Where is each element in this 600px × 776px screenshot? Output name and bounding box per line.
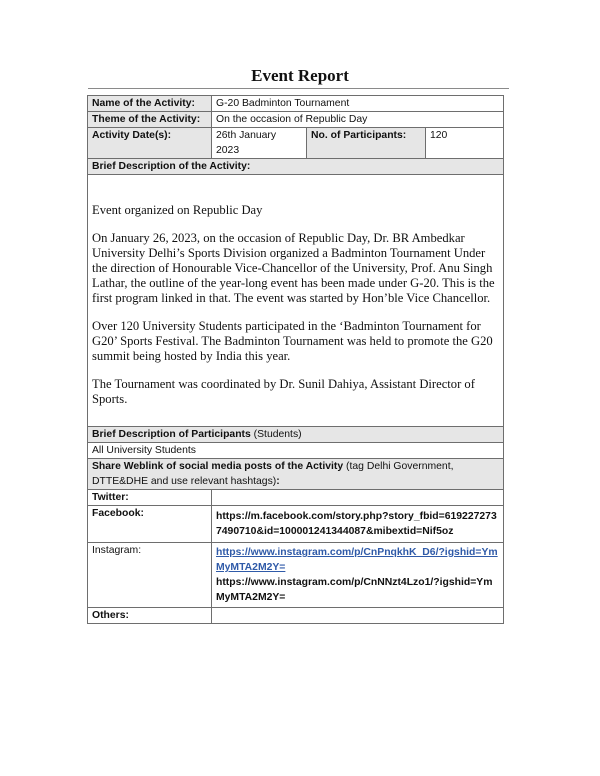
activity-theme-label: Theme of the Activity: xyxy=(88,112,212,128)
description-paragraph: Event organized on Republic Day xyxy=(92,203,263,217)
row-facebook xyxy=(88,506,504,543)
description-paragraph: Over 120 University Students participated in the ‘Badminton Tournament for G20’ Sports Festival. The Badminton Tournament was held to promote the G20 summit being hosted by India this year. xyxy=(92,319,493,363)
twitter-value xyxy=(212,490,504,506)
row-activity-date xyxy=(88,128,504,159)
description-paragraph: On January 26, 2023, on the occasion of Republic Day, Dr. BR Ambedkar University Delhi’s Sports Division organized a Badminton Tournament Under the direction of Honourable Vice-Chancellor of the University, Prof. Anu Singh Lathar, the outline of the year-long event has been made under G-20. This is the first program linked in that. The event was started by Hon’ble Vice Chancellor. xyxy=(92,231,495,305)
weblink-label-note: (tag Delhi Government, DTTE&DHE and use relevant hashtags) xyxy=(92,461,454,487)
row-participants-desc xyxy=(88,443,504,459)
participants-count-label: No. of Participants: xyxy=(307,128,426,159)
row-description xyxy=(88,175,504,427)
participants-desc-label-bold: Brief Description of Participants xyxy=(92,429,251,440)
activity-date-line2: 2023 xyxy=(216,145,240,156)
row-activity-name xyxy=(88,96,504,112)
page-title: Event Report xyxy=(251,66,349,85)
title-divider xyxy=(88,88,509,89)
activity-description xyxy=(88,175,504,427)
participants-count-value: 120 xyxy=(426,128,504,159)
weblink-label-bold: Share Weblink of social media posts of the Activity xyxy=(92,461,344,472)
activity-date-label: Activity Date(s): xyxy=(88,128,212,159)
description-paragraph: The Tournament was coordinated by Dr. Sunil Dahiya, Assistant Director of Sports. xyxy=(92,377,475,406)
activity-name-value: G-20 Badminton Tournament xyxy=(212,96,504,112)
row-others xyxy=(88,608,504,624)
row-weblink-header xyxy=(88,459,504,490)
instagram-links xyxy=(212,543,504,608)
instagram-label: Instagram: xyxy=(88,543,212,608)
brief-activity-label: Brief Description of the Activity: xyxy=(88,159,504,175)
twitter-label: Twitter: xyxy=(88,490,212,506)
weblink-label xyxy=(88,459,504,490)
others-value xyxy=(212,608,504,624)
event-report-table xyxy=(87,95,504,624)
row-activity-theme xyxy=(88,112,504,128)
activity-date-value xyxy=(212,128,307,159)
row-twitter xyxy=(88,490,504,506)
weblink-label-colon: : xyxy=(276,476,280,487)
participants-desc-label xyxy=(88,427,504,443)
participants-desc-value: All University Students xyxy=(88,443,504,459)
instagram-link-1[interactable]: https://www.instagram.com/p/CnPnqkhK_D6/?igshid=YmMyMTA2M2Y= xyxy=(216,547,498,573)
activity-name-label: Name of the Activity: xyxy=(88,96,212,112)
facebook-label: Facebook: xyxy=(88,506,212,543)
others-label: Others: xyxy=(88,608,212,624)
row-instagram xyxy=(88,543,504,608)
instagram-link-2: https://www.instagram.com/p/CnNNzt4Lzo1/?igshid=YmMyMTA2M2Y= xyxy=(216,577,493,603)
activity-theme-value: On the occasion of Republic Day xyxy=(212,112,504,128)
facebook-url: https://m.facebook.com/story.php?story_fbid=6192272737490710&id=100001241344087&mibextid=Nif5oz xyxy=(212,506,504,543)
row-brief-activity-header xyxy=(88,159,504,175)
participants-desc-label-note: (Students) xyxy=(250,429,302,440)
activity-date-line1: 26th January xyxy=(216,130,277,141)
row-participants-desc-header xyxy=(88,427,504,443)
